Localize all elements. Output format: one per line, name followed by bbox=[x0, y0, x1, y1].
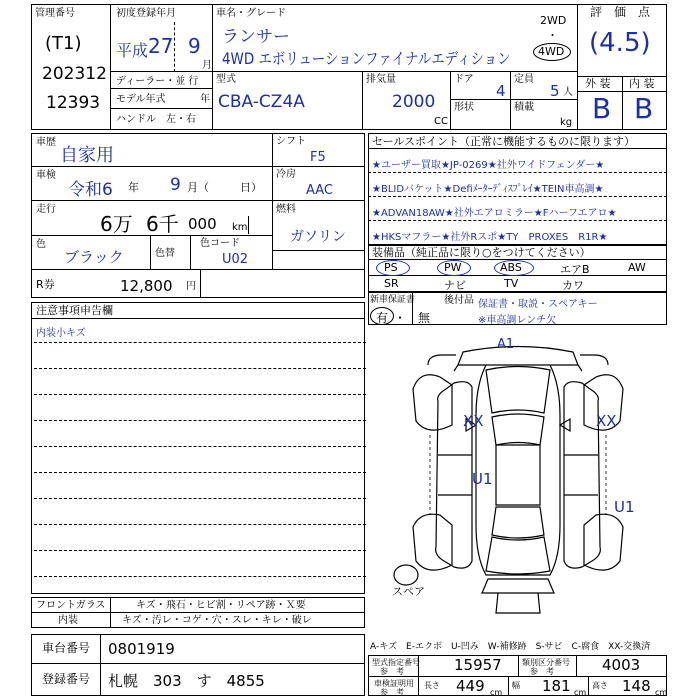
divider bbox=[110, 108, 212, 109]
type-number-label: 型式指定番号 bbox=[372, 658, 420, 667]
divider bbox=[150, 235, 151, 269]
divider bbox=[110, 4, 111, 130]
shift-label: シフト bbox=[276, 136, 306, 147]
warranty-yes-circle bbox=[370, 307, 394, 325]
width-label: 幅 bbox=[512, 681, 520, 690]
registration-year: 27 bbox=[148, 34, 174, 58]
after-parts-line-1: 保証書・取説・スペアキー bbox=[478, 299, 598, 310]
inspection-label: 車検 bbox=[36, 170, 56, 181]
warranty-label: 新車保証書 bbox=[370, 295, 416, 305]
handle-label: ハンドル 左・右 bbox=[116, 114, 196, 125]
registration-label: 初度登録年月 bbox=[116, 8, 176, 19]
displacement-unit: CC bbox=[434, 116, 448, 127]
color-change-label: 色替 bbox=[155, 248, 175, 259]
history-label: 車歴 bbox=[36, 137, 56, 148]
doors-label: ドア bbox=[454, 74, 474, 85]
model-year-label: モデル年式 bbox=[116, 94, 166, 105]
exterior-score: B bbox=[592, 92, 612, 125]
notes-label: 注意事項申告欄 bbox=[36, 304, 113, 317]
car-damage-diagram bbox=[368, 325, 667, 625]
admin-code: (T1) bbox=[45, 33, 82, 54]
divider bbox=[368, 220, 667, 221]
pw-circle bbox=[437, 260, 471, 276]
mileage-label: 走行 bbox=[36, 204, 56, 215]
chassis-label: 車台番号 bbox=[42, 641, 91, 655]
interior-label: 内 装 bbox=[629, 77, 655, 90]
divider bbox=[174, 22, 175, 72]
after-parts-line-2: ※車高調レンチ欠 bbox=[478, 315, 557, 326]
inspection-month-unit: 月（ bbox=[187, 181, 209, 194]
height-unit: cm bbox=[655, 688, 668, 697]
divider bbox=[34, 446, 366, 447]
height-value: 148 bbox=[622, 677, 651, 695]
divider bbox=[34, 420, 366, 421]
sales-line-3: ★ADVAN18AW★社外エアロミラー★Fハーフエアロ★ bbox=[372, 208, 617, 219]
plate-value: 札幌 303 す 4855 bbox=[108, 672, 265, 690]
exterior-label: 外 装 bbox=[585, 77, 611, 90]
inspection-year-unit: 年 bbox=[128, 181, 139, 194]
width-unit: cm bbox=[574, 688, 587, 697]
damage-u1-left: U1 bbox=[472, 470, 493, 488]
model-label: 型式 bbox=[216, 74, 236, 85]
type-number-ref: 参 考 bbox=[380, 667, 404, 676]
recycle-label: R券 bbox=[36, 278, 55, 291]
damage-legend: A-キズ E-エクボ U-凹み W-補修跡 S-サビ C-腐食 XX-交換済 bbox=[370, 642, 651, 652]
divider bbox=[248, 216, 249, 234]
mileage-rest: 000 bbox=[188, 215, 217, 233]
recycle-unit: 円 bbox=[186, 281, 196, 292]
divider bbox=[110, 71, 577, 72]
ps-circle bbox=[376, 260, 410, 276]
height-label: 高さ bbox=[592, 681, 608, 690]
damage-a1: A1 bbox=[497, 337, 515, 352]
divider bbox=[212, 4, 213, 130]
divider bbox=[110, 88, 212, 89]
plate-label: 登録番号 bbox=[42, 672, 91, 686]
length-unit: cm bbox=[490, 688, 503, 697]
divider bbox=[576, 655, 577, 676]
divider bbox=[508, 676, 509, 696]
admin-number-1: 202312 bbox=[42, 64, 107, 84]
damage-xx-right: XX bbox=[596, 412, 617, 430]
divider bbox=[368, 172, 667, 173]
mileage-sen: 6千 bbox=[146, 212, 179, 236]
load-unit: kg bbox=[560, 117, 573, 128]
color-code-label: 色コード bbox=[200, 238, 240, 249]
model-value: CBA-CZ4A bbox=[218, 92, 305, 112]
length-label: 長さ bbox=[424, 681, 440, 690]
divider bbox=[34, 472, 366, 473]
divider bbox=[200, 269, 201, 298]
divider bbox=[450, 71, 451, 130]
dealer-label: ディーラー・並 行 bbox=[116, 76, 199, 87]
sales-line-4: ★HKSマフラー★社外Rスポ★TY PROXES R1R★ bbox=[372, 232, 608, 243]
equip-airbag: エアB bbox=[560, 263, 590, 276]
class-number-ref: 参 考 bbox=[530, 667, 554, 676]
spare-label: スペア bbox=[392, 585, 425, 598]
interior-condition-label: 内装 bbox=[58, 615, 78, 626]
score-value: (4.5) bbox=[589, 28, 651, 58]
drive-2wd: 2WD bbox=[540, 14, 567, 27]
equip-tv: TV bbox=[504, 277, 519, 290]
interior-condition-text: キズ・汚レ・コゲ・穴・スレ・キレ・破レ bbox=[122, 615, 312, 626]
abs-circle bbox=[494, 260, 534, 276]
color-label: 色 bbox=[36, 239, 46, 250]
divider bbox=[100, 634, 101, 696]
type-number-value: 15957 bbox=[454, 656, 502, 674]
divider bbox=[34, 498, 366, 499]
divider bbox=[510, 71, 511, 130]
equip-sr: SR bbox=[384, 277, 399, 290]
sales-label: セールスポイント（正常に機能するものに限ります） bbox=[372, 135, 636, 148]
divider bbox=[31, 612, 365, 613]
warranty-yes: 有 bbox=[376, 311, 389, 325]
divider bbox=[31, 269, 365, 270]
equip-aw: AW bbox=[628, 261, 646, 274]
load-label: 積載 bbox=[514, 102, 534, 113]
divider bbox=[31, 200, 365, 201]
shape-label: 形状 bbox=[454, 102, 474, 113]
divider bbox=[272, 250, 365, 251]
divider bbox=[34, 576, 366, 577]
drive-dot: ・ bbox=[547, 29, 558, 42]
sales-line-2: ★BLIDバケット★Defiﾒｰﾀｰﾃﾞｨｽﾌﾟﾚｲ★TEIN車高調★ bbox=[372, 184, 604, 195]
displacement-label: 排気量 bbox=[366, 74, 396, 85]
cert-ref: 参 考 bbox=[380, 688, 404, 697]
history-value: 自家用 bbox=[60, 145, 114, 166]
equip-pw: PW bbox=[444, 261, 462, 274]
mileage-unit: km bbox=[232, 222, 248, 233]
equip-ps: PS bbox=[384, 261, 398, 274]
registration-month-unit: 月 bbox=[202, 60, 212, 71]
registration-era: 平成 bbox=[116, 41, 149, 60]
class-number-label: 類別区分番号 bbox=[522, 658, 570, 667]
equipment-label: 装備品（純正品に限り○をつけてください） bbox=[372, 246, 591, 259]
notes-line-1: 内装小キズ bbox=[36, 328, 86, 339]
model-year-unit: 年 bbox=[200, 94, 210, 105]
front-glass-label: フロントガラス bbox=[36, 600, 106, 611]
divider bbox=[34, 342, 366, 343]
capacity-value: 5 bbox=[550, 82, 560, 100]
recycle-value: 12,800 bbox=[120, 277, 173, 295]
equip-leather: カワ bbox=[562, 279, 584, 292]
fuel-label: 燃料 bbox=[276, 204, 296, 215]
doors-value: 4 bbox=[496, 82, 506, 100]
registration-month: 9 bbox=[188, 34, 201, 58]
warranty-sep: ・ bbox=[394, 311, 407, 325]
car-name-label: 車名・グレード bbox=[216, 8, 286, 19]
inspection-month: 9 bbox=[170, 175, 181, 195]
divider bbox=[34, 394, 366, 395]
fuel-value: ガソリン bbox=[290, 229, 346, 245]
interior-score: B bbox=[634, 92, 654, 125]
class-number-value: 4003 bbox=[602, 656, 641, 674]
capacity-label: 定員 bbox=[514, 74, 534, 85]
divider bbox=[272, 133, 273, 269]
length-value: 449 bbox=[456, 677, 485, 695]
divider bbox=[577, 4, 578, 130]
sales-line-1: ★ユーザー買取★JP-0269★社外ワイドフェンダー★ bbox=[372, 160, 605, 171]
damage-xx-left: XX bbox=[463, 412, 484, 430]
width-value: 181 bbox=[542, 677, 571, 695]
capacity-unit: 人 bbox=[563, 87, 573, 98]
shift-value: F5 bbox=[310, 150, 326, 165]
cert-label: 車検証明用 bbox=[374, 679, 414, 688]
divider bbox=[190, 235, 191, 269]
car-name: ランサー bbox=[222, 27, 290, 47]
ac-value: AAC bbox=[306, 183, 333, 198]
chassis-value: 0801919 bbox=[108, 640, 175, 658]
divider bbox=[518, 655, 519, 676]
ac-label: 冷房 bbox=[276, 169, 296, 180]
admin-label: 管理番号 bbox=[35, 8, 75, 19]
equip-abs: ABS bbox=[500, 261, 522, 274]
car-grade: 4WD エボリューションファイナルエディション bbox=[222, 49, 511, 68]
mileage-man: 6万 bbox=[100, 212, 133, 236]
drive-4wd: 4WD bbox=[538, 45, 565, 58]
divider bbox=[34, 524, 366, 525]
inspection-day-unit: 日） bbox=[240, 181, 262, 194]
damage-u1-right: U1 bbox=[614, 498, 635, 516]
score-label: 評 価 点 bbox=[590, 5, 651, 19]
divider bbox=[31, 663, 365, 664]
divider bbox=[368, 196, 667, 197]
admin-number-2: 12393 bbox=[46, 93, 101, 113]
color-value: ブラック bbox=[64, 248, 124, 266]
divider bbox=[362, 71, 363, 130]
front-glass-text: キズ・飛石・ヒビ割・リペア跡・Ｘ要 bbox=[136, 600, 306, 611]
inspection-era: 令和6 bbox=[68, 180, 113, 200]
equip-navi: ナビ bbox=[444, 279, 466, 292]
displacement-value: 2000 bbox=[392, 92, 436, 112]
after-parts-label: 後付品 bbox=[444, 295, 474, 306]
divider bbox=[588, 676, 589, 696]
warranty-no: 無 bbox=[418, 311, 431, 325]
divider bbox=[34, 368, 366, 369]
divider bbox=[622, 76, 623, 130]
divider bbox=[368, 148, 667, 149]
color-code: U02 bbox=[222, 252, 249, 267]
divider bbox=[34, 550, 366, 551]
divider bbox=[31, 318, 365, 319]
